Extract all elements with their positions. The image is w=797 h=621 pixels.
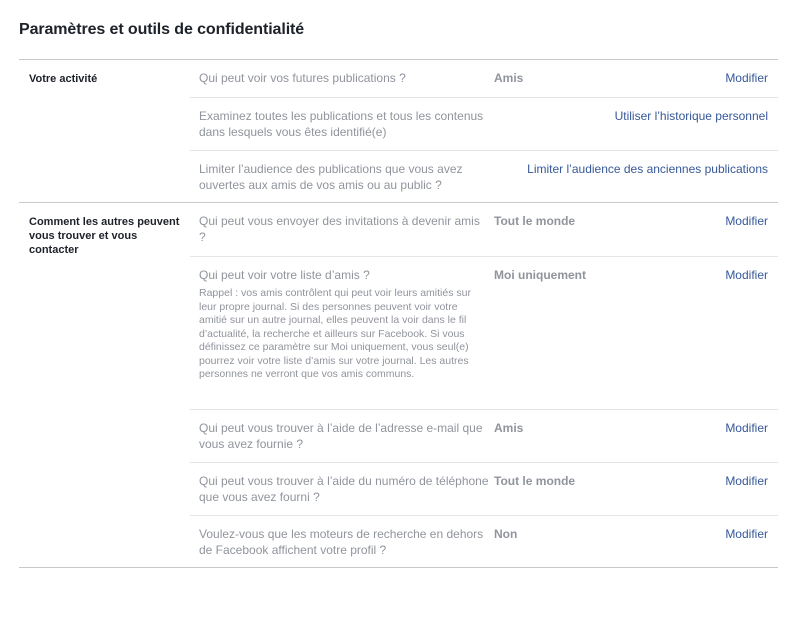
limit-past-posts-link[interactable]: Limiter l’audience des anciennes publications (527, 162, 768, 176)
setting-question: Qui peut voir votre liste d’amis ? (199, 268, 370, 282)
setting-question: Qui peut voir vos futures publications ? (199, 71, 406, 85)
setting-value: Moi uniquement (494, 268, 586, 282)
edit-phone-lookup-link[interactable]: Modifier (725, 474, 768, 488)
privacy-settings-table (19, 59, 778, 568)
edit-search-engines-link[interactable]: Modifier (725, 527, 768, 541)
setting-value: Tout le monde (494, 474, 576, 488)
setting-row-friends-list (190, 256, 778, 409)
setting-row-activity-log (190, 97, 778, 150)
setting-question: Limiter l’audience des publications que vous avez ouvertes aux amis de vos amis ou au public ? (199, 162, 463, 192)
setting-row-phone-lookup (190, 462, 778, 515)
setting-row-friend-requests (190, 203, 778, 256)
edit-friends-list-link[interactable]: Modifier (725, 268, 768, 282)
setting-question: Examinez toutes les publications et tous les contenus dans lesquels vous êtes identifié(e) (199, 109, 484, 139)
section-label: Votre activité (29, 73, 98, 85)
setting-value: Non (494, 527, 518, 541)
setting-question: Qui peut vous trouver à l’aide du numéro de téléphone que vous avez fourni ? (199, 474, 489, 504)
page-title: Paramètres et outils de confidentialité (19, 21, 305, 38)
section-label: Comment les autres peuvent vous trouver et vous contacter (29, 216, 180, 256)
setting-value: Tout le monde (494, 214, 576, 228)
setting-row-email-lookup (190, 409, 778, 462)
section-how-people-find-you (19, 202, 778, 568)
setting-note: Rappel : vos amis contrôlent qui peut voir leurs amitiés sur leur propre journal. Si des personnes peuvent voir votre amitié sur un autre journal, elles peuvent la voir dans le fil d’actualité, la recherche et ailleurs sur Facebook. Si vous définissez ce paramètre sur Moi uniquement, vous seul(e) pourrez voir votre liste d’amis sur votre journal. Les autres personnes ne verront que vos amis communs. (199, 287, 471, 380)
edit-future-posts-link[interactable]: Modifier (725, 71, 768, 85)
setting-row-limit-past-posts (190, 150, 778, 203)
setting-question: Qui peut vous trouver à l’aide de l’adresse e-mail que vous avez fournie ? (199, 421, 483, 451)
edit-email-lookup-link[interactable]: Modifier (725, 421, 768, 435)
setting-value: Amis (494, 71, 524, 85)
setting-question: Qui peut vous envoyer des invitations à devenir amis ? (199, 214, 480, 244)
setting-value: Amis (494, 421, 524, 435)
edit-friend-requests-link[interactable]: Modifier (725, 214, 768, 228)
setting-row-search-engines (190, 515, 778, 568)
activity-log-link[interactable]: Utiliser l’historique personnel (614, 109, 768, 123)
setting-row-future-posts (190, 60, 778, 97)
section-your-activity (19, 59, 778, 202)
setting-question: Voulez-vous que les moteurs de recherche en dehors de Facebook affichent votre profil ? (199, 527, 484, 557)
